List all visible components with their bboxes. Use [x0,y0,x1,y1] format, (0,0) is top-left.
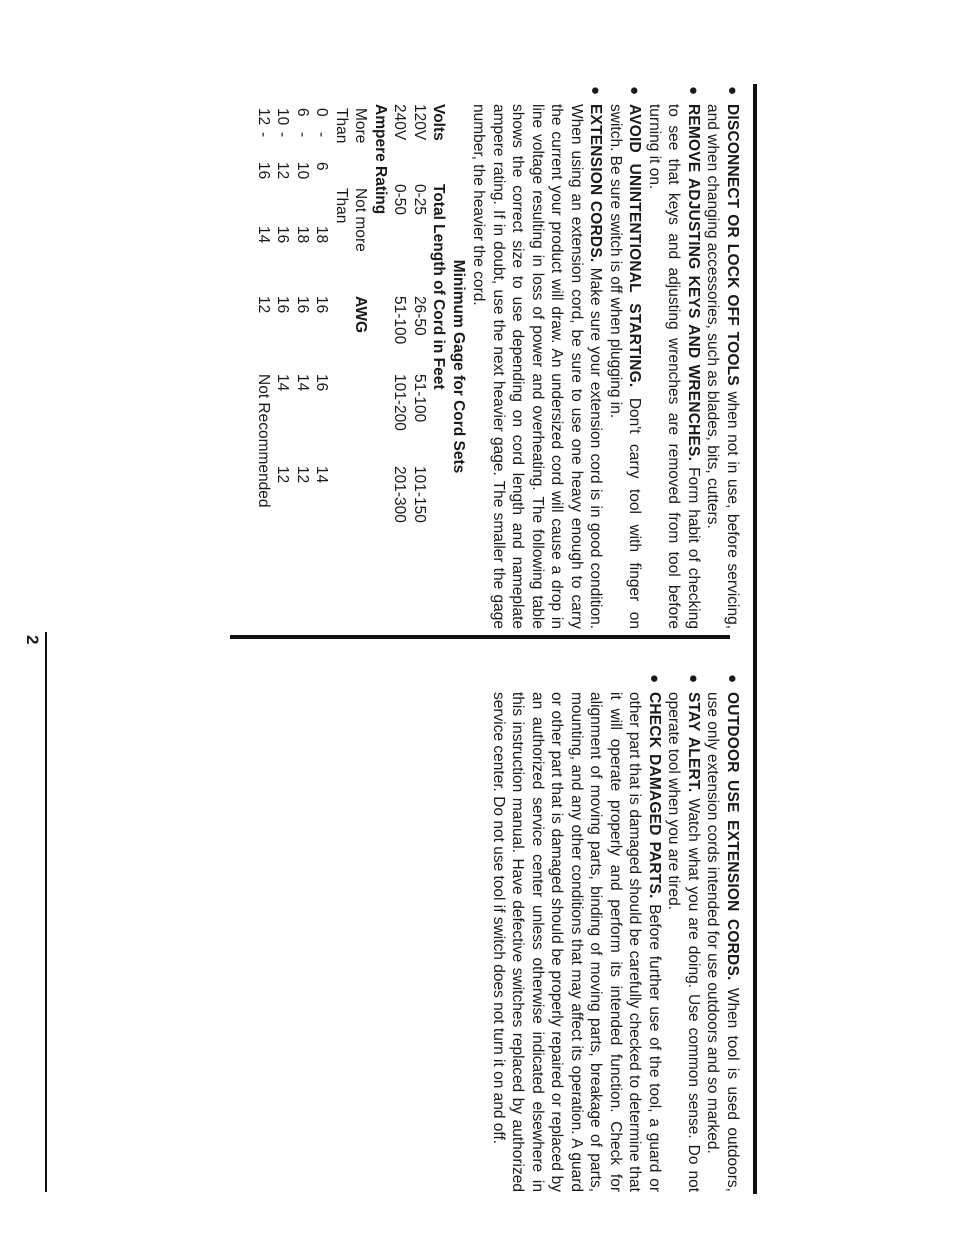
page-number: 2 [23,635,42,645]
length-header: Total Length of Cord in Feet [430,184,448,390]
bullet-icon: ● [626,86,644,96]
table-row: 240V 0-50 51-100 101-200 201-300 [391,104,409,523]
left-column [254,84,743,629]
right-column [489,672,743,1192]
table-row: 10-1216 16 14 12 [274,108,292,484]
table-row: 0-618 16 16 14 [313,108,331,484]
awg-header: AWG [352,296,370,334]
bullet-icon: ● [685,674,702,684]
table-row: 6-1018 16 14 12 [294,108,311,484]
safety-item-check-damaged: ● CHECK DAMAGED PARTS. Before further use of the tool, a guard or other part that is damaged should be carefully checked to determine that it will operate properly and perform its intended function. Check for alignment of moving parts, binding of moving parts, breakage of parts, mounting, and any other conditions that may affect its operation. A guard or other part that is damaged should be properly repaired or replaced by an authorized service center unless otherwise indicated elsewhere in this instruction manual. Have defective switches replaced by authorized service center. Do not use tool if switch does not turn it on and off. [490,674,663,1193]
more-than-label: More Than [333,108,370,144]
volts-header: Volts [430,104,448,141]
table-title: Minimum Gage for Cord Sets [450,259,467,474]
safety-item-extension-cords: ● EXTENSION CORDS. Make sure your extension cord is in good condition. When using an extension cord, be sure to use one heavy enough to carry the current your product will draw. An undersized cord will cause a drop in line voltage resulting in loss of power and overheating. The following table shows the correct size to use depending on cord length and nameplate ampere rating. If in doubt, use the next heavier gage. The smaller the gage number, the heavier the cord. [470,86,605,629]
bullet-icon: ● [724,86,741,96]
gage-table [254,104,449,523]
bullet-icon: ● [646,674,663,684]
bullet-icon: ● [724,674,741,684]
safety-item-outdoor-cords: ● OUTDOOR USE EXTENSION CORDS. When tool is used outdoors, use only extension cords intended for use outdoors and so marked. [704,674,741,1192]
footer-rule [45,632,47,1192]
safety-item-remove-keys: ● REMOVE ADJUSTING KEYS AND WRENCHES. Form habit of checking to see that keys and adjusting wrenches are removed from tool before turning it on. [646,86,702,629]
top-rule [753,84,757,1194]
bullet-icon: ● [685,86,702,96]
safety-item-disconnect: ● DISCONNECT OR LOCK OFF TOOLS when not in use, before servicing, and when changing accessories, such as blades, bits, cutters. [704,86,741,630]
not-more-than-label: Not more Than [333,188,370,252]
safety-item-avoid-starting: ● AVOID UNINTENTIONAL STARTING. Don't carry tool with finger on switch. Be sure switch is off when plugging in. [607,86,644,629]
table-row: 12-1614 12 Not Recommended [255,108,272,508]
ampere-header: Ampere Rating [372,104,389,215]
safety-item-stay-alert: ● STAY ALERT. Watch what you are doing. Use common sense. Do not operate tool when you are tired. [665,674,702,1192]
column-divider [230,635,730,639]
bullet-icon: ● [587,86,605,96]
table-row: 120V 0-25 26-50 51-100 101-150 [411,104,428,523]
